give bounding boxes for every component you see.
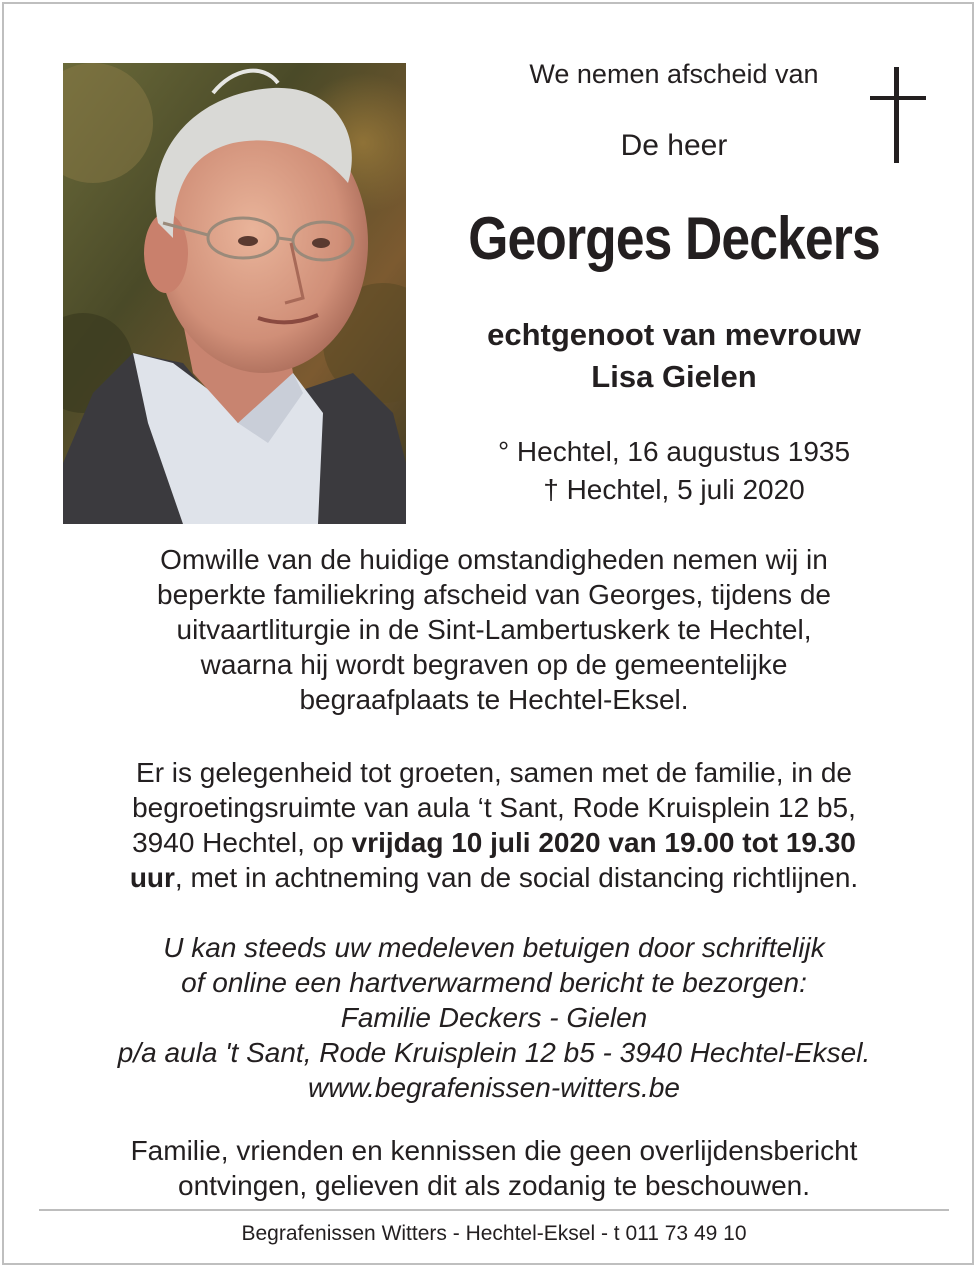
paragraph-line: begraafplaats te Hechtel-Eksel.: [299, 684, 689, 715]
paragraph-line: uitvaartliturgie in de Sint-Lambertuskerk te Hechtel,: [176, 614, 812, 645]
notice-paragraph: [44, 1133, 944, 1203]
obituary-card: [2, 2, 974, 1265]
visitation-date-time: vrijdag 10 juli 2020 van 19.00 tot 19.30: [351, 827, 856, 858]
paragraph-line: U kan steeds uw medeleven betuigen door schriftelijk: [163, 932, 825, 963]
paragraph-line: waarna hij wordt begraven op de gemeentelijke: [200, 649, 788, 680]
family-name: Familie Deckers - Gielen: [340, 1002, 648, 1033]
footer-text: Begrafenissen Witters - Hechtel-Eksel - t 011 73 49 10: [241, 1222, 747, 1245]
spouse-name: Lisa Gielen: [591, 359, 757, 394]
birth-info: ° Hechtel, 16 augustus 1935: [497, 436, 851, 467]
website-link[interactable]: www.begrafenissen-witters.be: [308, 1072, 680, 1103]
title-prefix: De heer: [620, 129, 728, 162]
line-text: 3940 Hechtel, op: [132, 827, 352, 858]
visitation-time-unit: uur: [129, 862, 175, 893]
death-info: † Hechtel, 5 juli 2020: [543, 474, 805, 505]
condolence-paragraph: [44, 930, 944, 1105]
paragraph-line: Omwille van de huidige omstandigheden nemen wij in: [160, 544, 828, 575]
portrait-photo: [63, 63, 406, 524]
paragraph-line: Familie, vrienden en kennissen die geen overlijdensbericht: [130, 1135, 858, 1166]
funeral-paragraph: [44, 542, 944, 717]
paragraph-line: [44, 825, 944, 860]
paragraph-line: beperkte familiekring afscheid van Georges, tijdens de: [157, 579, 831, 610]
paragraph-line: Er is gelegenheid tot groeten, samen met de familie, in de: [136, 757, 852, 788]
postal-address: p/a aula 't Sant, Rode Kruisplein 12 b5 - 3940 Hechtel-Eksel.: [117, 1037, 871, 1068]
deceased-name: Georges Deckers: [468, 205, 880, 272]
line-text: , met in achtneming van de social distancing richtlijnen.: [174, 862, 859, 893]
spouse-label: echtgenoot van mevrouw: [487, 317, 861, 352]
paragraph-line: ontvingen, gelieven dit als zodanig te beschouwen.: [178, 1170, 810, 1201]
paragraph-line: [44, 860, 944, 895]
paragraph-line: begroetingsruimte van aula ‘t Sant, Rode Kruisplein 12 b5,: [132, 792, 856, 823]
divider: [39, 1209, 949, 1211]
intro-text: We nemen afscheid van: [529, 59, 819, 89]
paragraph-line: of online een hartverwarmend bericht te bezorgen:: [181, 967, 807, 998]
visitation-paragraph: [44, 755, 944, 895]
